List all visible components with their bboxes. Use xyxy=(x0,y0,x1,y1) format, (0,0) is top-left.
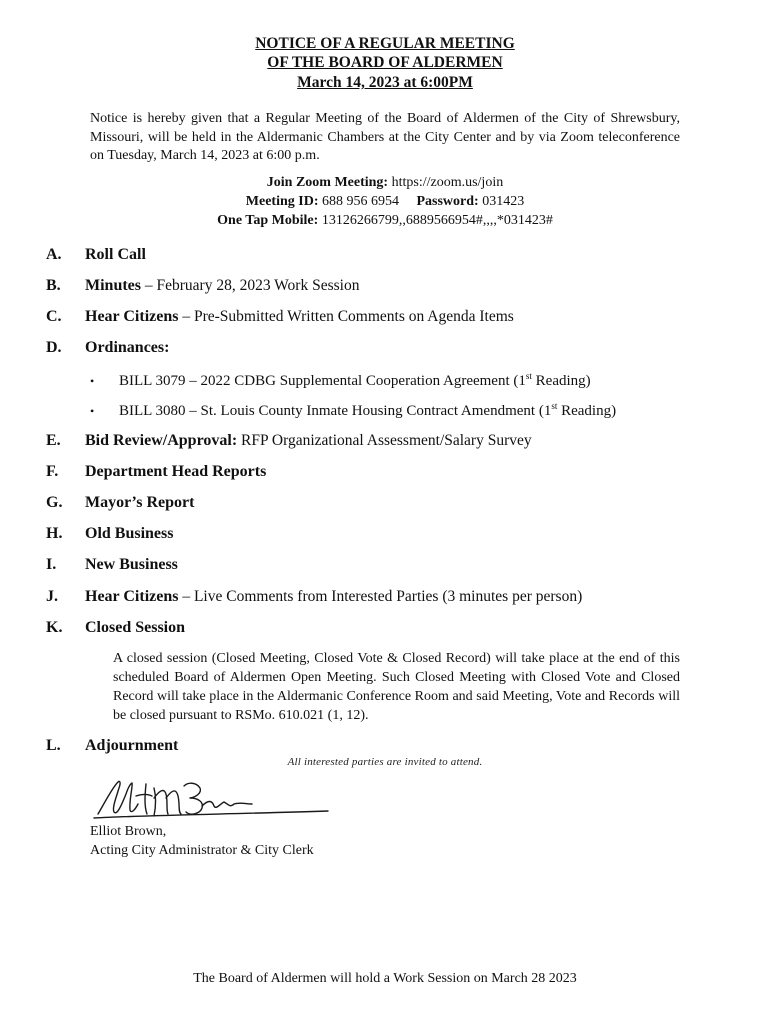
ordinance-sup: st xyxy=(525,371,532,381)
ordinance-text: BILL 3079 – 2022 CDBG Supplemental Cooperation Agreement (1 xyxy=(119,373,526,389)
agenda-item xyxy=(0,337,770,361)
meeting-id-value: 688 956 6954 xyxy=(321,194,399,209)
tap-value: 13126266799,,6889566954#,,,,*031423# xyxy=(321,213,553,228)
meeting-id-label: Meeting ID: xyxy=(245,194,319,209)
bullet-glyph: • xyxy=(90,374,95,388)
ordinance-text: BILL 3080 – St. Louis County Inmate Housing Contract Amendment (1 xyxy=(119,403,552,419)
notice-title: NOTICE OF A REGULAR MEETING xyxy=(255,35,515,52)
intro-paragraph: Notice is hereby given that a Regular Meeting of the Board of Aldermen of the City of Shrewsbury, Missouri, will be held in the Aldermanic Chambers at the City Center and by via Zoom teleconference on Tuesday, March 14, 2023 at 6:00 p.m. xyxy=(90,111,680,163)
invitation-note: All interested parties are invited to attend. xyxy=(287,756,483,768)
footer-note: The Board of Aldermen will hold a Work Session on March 28 2023 xyxy=(193,971,577,986)
agenda-item xyxy=(0,617,770,641)
signer-title: Acting City Administrator & City Clerk xyxy=(90,843,314,858)
agenda-item xyxy=(0,306,770,330)
signature-image xyxy=(90,774,330,824)
agenda-detail: RFP Organizational Assessment/Salary Survey xyxy=(237,432,532,449)
agenda-detail: – February 28, 2023 Work Session xyxy=(141,277,360,294)
zoom-join-line xyxy=(0,173,770,192)
agenda-letter: K. xyxy=(46,619,63,636)
agenda-letter: D. xyxy=(46,339,62,356)
agenda-letter: J. xyxy=(46,588,58,605)
agenda-title: Roll Call xyxy=(85,246,146,263)
agenda-letter: C. xyxy=(46,308,62,325)
zoom-join-url[interactable]: https://zoom.us/join xyxy=(391,175,504,190)
agenda-title: Bid Review/Approval: xyxy=(85,432,238,449)
zoom-meeting-id-line xyxy=(0,192,770,211)
agenda-title: New Business xyxy=(85,556,178,573)
agenda-item xyxy=(0,523,770,547)
agenda-title: Closed Session xyxy=(85,619,186,636)
agenda-letter: L. xyxy=(46,737,61,754)
zoom-join-label: Join Zoom Meeting: xyxy=(266,175,389,190)
zoom-tap-line xyxy=(0,211,770,230)
agenda-title: Ordinances: xyxy=(85,339,170,356)
closed-session-paragraph: A closed session (Closed Meeting, Closed Vote & Closed Record) will take place at the end of this scheduled Board of Aldermen Open Meeting. Such Closed Meeting with Closed Vote and Closed Record will take place in the Aldermanic Conference Room and said Meeting, Vote and Records will be closed pursuant to RSMo. 610.021 (1, 12). xyxy=(113,651,680,723)
agenda-item xyxy=(0,244,770,268)
ordinance-after: Reading) xyxy=(557,403,617,419)
agenda-letter: H. xyxy=(46,525,63,542)
meeting-date: March 14, 2023 at 6:00PM xyxy=(297,74,473,91)
agenda-title: Department Head Reports xyxy=(85,463,267,480)
password-value: 031423 xyxy=(482,194,525,209)
notice-subtitle: OF THE BOARD OF ALDERMEN xyxy=(267,54,503,71)
bullet-glyph: • xyxy=(90,404,95,418)
agenda-title: Hear Citizens xyxy=(85,308,179,325)
ordinance-after: Reading) xyxy=(531,373,591,389)
agenda-title: Mayor’s Report xyxy=(85,494,195,511)
agenda-title: Adjournment xyxy=(85,737,179,754)
agenda-detail: – Pre-Submitted Written Comments on Agenda Items xyxy=(178,308,514,325)
agenda-item xyxy=(0,275,770,299)
agenda-item xyxy=(0,554,770,578)
tap-label: One Tap Mobile: xyxy=(217,213,319,228)
agenda-detail: – Live Comments from Interested Parties (3 minutes per person) xyxy=(178,588,583,605)
signer-name: Elliot Brown, xyxy=(90,824,167,839)
agenda-letter: G. xyxy=(46,494,63,511)
agenda-letter: F. xyxy=(46,463,59,480)
agenda-item xyxy=(0,461,770,485)
password-label: Password: xyxy=(416,194,479,209)
agenda-letter: B. xyxy=(46,277,61,294)
agenda-letter: E. xyxy=(46,432,61,449)
agenda-title: Hear Citizens xyxy=(85,588,179,605)
agenda-item xyxy=(0,430,770,454)
signer-block xyxy=(90,822,314,860)
agenda-letter: A. xyxy=(46,246,62,263)
agenda-item xyxy=(0,586,770,610)
agenda-item xyxy=(0,492,770,516)
agenda-title: Minutes xyxy=(85,277,141,294)
ordinance-sup: st xyxy=(551,401,558,411)
agenda-title: Old Business xyxy=(85,525,174,542)
agenda-letter: I. xyxy=(46,556,57,573)
